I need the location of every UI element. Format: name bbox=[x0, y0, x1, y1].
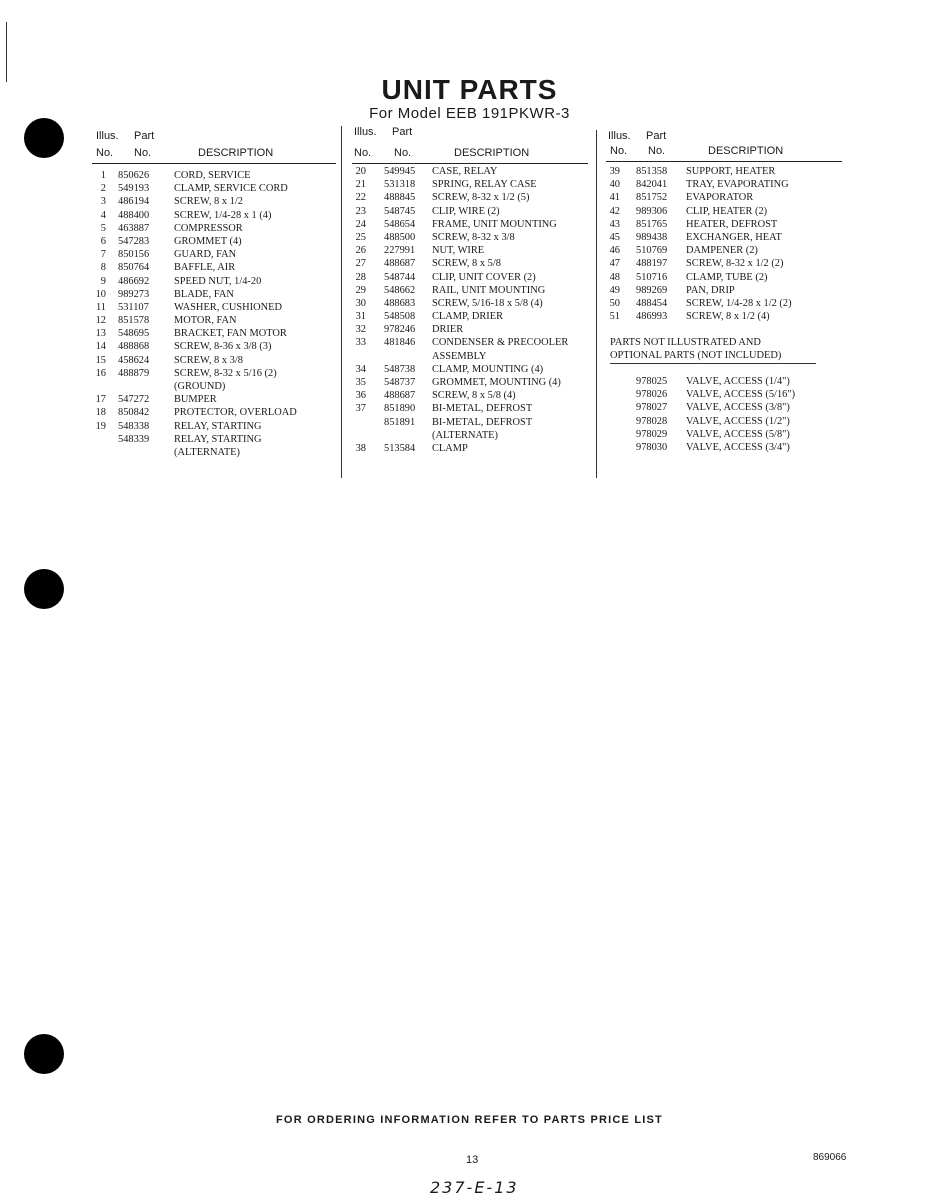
part-row bbox=[606, 205, 844, 218]
illus-number: 7 bbox=[100, 249, 106, 261]
illus-number: 41 bbox=[609, 192, 620, 204]
ordering-info-footer: FOR ORDERING INFORMATION REFER TO PARTS PRICE LIST bbox=[276, 1114, 663, 1126]
illus-number: 50 bbox=[609, 297, 620, 309]
part-description: CLAMP bbox=[432, 442, 468, 454]
part-number: 458624 bbox=[118, 354, 150, 366]
part-label: Part bbox=[392, 126, 413, 138]
optional-parts-list bbox=[606, 375, 844, 454]
illus-no-label: No. bbox=[610, 145, 628, 157]
part-description: CLAMP, DRIER bbox=[432, 311, 504, 323]
part-row bbox=[352, 336, 588, 362]
part-description: SCREW, 8 x 5/8 bbox=[432, 258, 501, 270]
illus-number: 3 bbox=[100, 196, 106, 208]
part-number: 488687 bbox=[384, 390, 416, 402]
column-header bbox=[606, 130, 844, 162]
part-row bbox=[92, 248, 336, 261]
part-description: BRACKET, FAN MOTOR bbox=[174, 328, 287, 340]
illus-number: 42 bbox=[609, 205, 620, 217]
part-no-label: No. bbox=[134, 147, 152, 159]
punch-hole-bottom bbox=[24, 1034, 64, 1074]
optional-part-row bbox=[606, 428, 844, 441]
illus-number: 51 bbox=[609, 311, 620, 323]
part-number: 850626 bbox=[118, 170, 150, 181]
part-number: 851890 bbox=[384, 403, 416, 415]
illus-number: 24 bbox=[355, 218, 366, 230]
optional-part-row bbox=[606, 415, 844, 428]
parts-column-2 bbox=[352, 126, 588, 455]
part-description: COMPRESSOR bbox=[174, 222, 243, 234]
part-description: PROTECTOR, OVERLOAD bbox=[174, 407, 297, 419]
illus-number: 27 bbox=[355, 258, 366, 270]
optional-part-row bbox=[606, 375, 844, 388]
part-number: 510716 bbox=[636, 271, 668, 283]
part-row bbox=[92, 314, 336, 327]
part-description: PAN, DRIP bbox=[686, 284, 735, 296]
illus-number: 21 bbox=[355, 179, 366, 191]
part-description: CONDENSER & PRECOOLER ASSEMBLY bbox=[432, 337, 569, 362]
part-row bbox=[352, 363, 588, 376]
parts-column-1 bbox=[92, 130, 336, 459]
part-number: 851358 bbox=[636, 166, 668, 177]
parts-column-3 bbox=[606, 130, 844, 323]
part-description: SCREW, 8 x 5/8 (4) bbox=[432, 390, 516, 402]
part-number: 547283 bbox=[118, 235, 150, 247]
part-row bbox=[92, 301, 336, 314]
part-description: NUT, WIRE bbox=[432, 245, 485, 257]
illus-label: Illus. bbox=[96, 130, 119, 142]
illus-number: 38 bbox=[355, 442, 366, 454]
part-row bbox=[352, 297, 588, 310]
part-row bbox=[92, 182, 336, 195]
part-row bbox=[352, 389, 588, 402]
illus-number: 31 bbox=[355, 311, 366, 323]
part-row bbox=[92, 420, 336, 433]
part-number: 978029 bbox=[636, 428, 668, 440]
part-row bbox=[92, 406, 336, 419]
part-number: 488400 bbox=[118, 209, 150, 221]
part-number: 510769 bbox=[636, 245, 668, 257]
part-description: GUARD, FAN bbox=[174, 249, 237, 261]
part-row bbox=[352, 310, 588, 323]
illus-number: 15 bbox=[95, 354, 106, 366]
part-description: VALVE, ACCESS (3/4") bbox=[686, 441, 790, 453]
part-description: SCREW, 8-32 x 3/8 bbox=[432, 231, 515, 243]
illus-no-label: No. bbox=[354, 147, 372, 159]
part-description: RELAY, STARTING (ALTERNATE) bbox=[174, 433, 262, 458]
illus-number: 23 bbox=[355, 205, 366, 217]
optional-part-row bbox=[606, 388, 844, 401]
part-number: 531107 bbox=[118, 301, 149, 313]
part-row bbox=[352, 205, 588, 218]
part-description: CORD, SERVICE bbox=[174, 170, 251, 181]
header-rule bbox=[606, 161, 842, 162]
part-number: 486194 bbox=[118, 196, 150, 208]
document-number: 869066 bbox=[813, 1152, 847, 1163]
illus-number: 19 bbox=[95, 420, 106, 432]
part-number: 531318 bbox=[384, 179, 416, 191]
part-row bbox=[352, 284, 588, 297]
part-description: SUPPORT, HEATER bbox=[686, 166, 776, 177]
illus-number: 28 bbox=[355, 271, 366, 283]
part-number: 488683 bbox=[384, 297, 416, 309]
part-description: TRAY, EVAPORATING bbox=[686, 179, 789, 191]
part-number: 488500 bbox=[384, 231, 416, 243]
part-label: Part bbox=[134, 130, 155, 142]
part-description: SPEED NUT, 1/4-20 bbox=[174, 275, 262, 287]
part-row bbox=[92, 195, 336, 208]
part-number: 851752 bbox=[636, 192, 668, 204]
part-description: GROMMET (4) bbox=[174, 235, 242, 247]
part-description: VALVE, ACCESS (1/2") bbox=[686, 415, 790, 427]
part-row bbox=[92, 433, 336, 459]
part-number: 851765 bbox=[636, 218, 668, 230]
part-row bbox=[352, 257, 588, 270]
optional-parts-note: PARTS NOT ILLUSTRATED AND OPTIONAL PARTS (NOT INCLUDED) bbox=[610, 337, 782, 361]
part-row bbox=[606, 191, 844, 204]
part-description: SCREW, 8-32 x 1/2 (5) bbox=[432, 192, 530, 204]
illus-number: 13 bbox=[95, 328, 106, 340]
part-row bbox=[606, 257, 844, 270]
page-title: UNIT PARTS bbox=[381, 74, 558, 105]
illus-number: 32 bbox=[355, 324, 366, 336]
part-description: SPRING, RELAY CASE bbox=[432, 179, 537, 191]
part-number: 842041 bbox=[636, 179, 668, 191]
part-number: 548654 bbox=[384, 218, 416, 230]
part-number: 851891 bbox=[384, 416, 416, 428]
part-description: CASE, RELAY bbox=[432, 166, 498, 177]
part-number: 548695 bbox=[118, 328, 150, 340]
part-description: VALVE, ACCESS (5/8") bbox=[686, 428, 790, 440]
part-number: 548738 bbox=[384, 363, 416, 375]
part-description: CLIP, UNIT COVER (2) bbox=[432, 271, 536, 283]
part-row bbox=[92, 261, 336, 274]
optional-part-row bbox=[606, 401, 844, 414]
part-row bbox=[352, 376, 588, 389]
part-description: CLAMP, SERVICE CORD bbox=[174, 183, 288, 195]
part-description: VALVE, ACCESS (5/16") bbox=[686, 389, 796, 401]
part-row bbox=[606, 244, 844, 257]
part-description: DRIER bbox=[432, 324, 464, 336]
illus-number: 1 bbox=[100, 170, 106, 181]
part-row bbox=[92, 327, 336, 340]
part-number: 549945 bbox=[384, 166, 416, 177]
page-subtitle: For Model EEB 191PKWR-3 bbox=[369, 105, 570, 122]
illus-number: 40 bbox=[609, 179, 620, 191]
part-number: 481846 bbox=[384, 337, 416, 349]
illus-number: 4 bbox=[100, 209, 106, 221]
part-description: SCREW, 8 x 1/2 (4) bbox=[686, 311, 770, 323]
part-number: 978028 bbox=[636, 415, 668, 427]
optional-note-rule bbox=[610, 363, 816, 364]
part-number: 488197 bbox=[636, 258, 668, 270]
part-row bbox=[606, 297, 844, 310]
illus-number: 37 bbox=[355, 403, 366, 415]
illus-number: 39 bbox=[609, 166, 620, 177]
parts-list bbox=[606, 165, 844, 323]
illus-number: 10 bbox=[95, 288, 106, 300]
part-row bbox=[92, 169, 336, 182]
part-row bbox=[92, 367, 336, 393]
part-row bbox=[606, 165, 844, 178]
illus-number: 34 bbox=[355, 363, 366, 375]
part-label: Part bbox=[646, 130, 667, 142]
part-description: VALVE, ACCESS (1/4") bbox=[686, 376, 790, 387]
illus-number: 30 bbox=[355, 297, 366, 309]
part-number: 488687 bbox=[384, 258, 416, 270]
part-number: 486993 bbox=[636, 311, 668, 323]
part-number: 989438 bbox=[636, 231, 668, 243]
part-number: 548662 bbox=[384, 284, 416, 296]
part-description: WASHER, CUSHIONED bbox=[174, 301, 282, 313]
part-number: 548339 bbox=[118, 433, 150, 445]
header-rule bbox=[352, 163, 588, 164]
illus-label: Illus. bbox=[354, 126, 377, 138]
illus-no-label: No. bbox=[96, 147, 114, 159]
column-header bbox=[352, 126, 588, 164]
illus-number: 9 bbox=[100, 275, 106, 287]
part-row bbox=[606, 284, 844, 297]
part-number: 989269 bbox=[636, 284, 668, 296]
illus-number: 36 bbox=[355, 390, 366, 402]
part-row bbox=[352, 231, 588, 244]
part-row bbox=[92, 235, 336, 248]
part-number: 548737 bbox=[384, 377, 416, 389]
part-description: SCREW, 8-32 x 5/16 (2) (GROUND) bbox=[174, 367, 277, 393]
part-number: 989306 bbox=[636, 205, 668, 217]
part-row bbox=[92, 393, 336, 406]
part-description: BLADE, FAN bbox=[174, 288, 234, 300]
illus-number: 45 bbox=[609, 231, 620, 243]
part-description: BI-METAL, DEFROST (ALTERNATE) bbox=[432, 416, 533, 441]
part-number: 463887 bbox=[118, 222, 150, 234]
illus-number: 25 bbox=[355, 231, 366, 243]
part-description: BAFFLE, AIR bbox=[174, 262, 236, 274]
edge-mark bbox=[6, 22, 7, 82]
description-label: DESCRIPTION bbox=[454, 147, 530, 159]
part-row bbox=[606, 178, 844, 191]
part-description: RELAY, STARTING bbox=[174, 420, 262, 432]
part-number: 548745 bbox=[384, 205, 416, 217]
illus-number: 46 bbox=[609, 245, 620, 257]
illus-number: 16 bbox=[95, 367, 106, 379]
part-row bbox=[352, 442, 588, 455]
optional-part-row bbox=[606, 441, 844, 454]
part-row bbox=[352, 271, 588, 284]
part-row bbox=[352, 191, 588, 204]
part-number: 989273 bbox=[118, 288, 150, 300]
part-row bbox=[352, 402, 588, 415]
part-description: BI-METAL, DEFROST bbox=[432, 403, 533, 415]
part-description: SCREW, 1/4-28 x 1 (4) bbox=[174, 209, 272, 221]
part-number: 850156 bbox=[118, 249, 150, 261]
part-number: 978246 bbox=[384, 324, 416, 336]
illus-number: 12 bbox=[95, 315, 106, 327]
parts-list bbox=[352, 165, 588, 455]
part-number: 488868 bbox=[118, 341, 150, 353]
part-row bbox=[352, 218, 588, 231]
punch-hole-top bbox=[24, 118, 64, 158]
punch-hole-middle bbox=[24, 569, 64, 609]
illus-number: 14 bbox=[95, 341, 106, 353]
illus-number: 43 bbox=[609, 218, 620, 230]
part-description: GROMMET, MOUNTING (4) bbox=[432, 377, 561, 389]
part-description: EXCHANGER, HEAT bbox=[686, 231, 782, 243]
illus-number: 5 bbox=[100, 222, 106, 234]
header-rule bbox=[92, 163, 336, 164]
page-number: 13 bbox=[466, 1154, 479, 1166]
description-label: DESCRIPTION bbox=[198, 147, 274, 159]
part-row bbox=[92, 354, 336, 367]
part-row bbox=[92, 209, 336, 222]
part-number: 851578 bbox=[118, 315, 150, 327]
description-label: DESCRIPTION bbox=[708, 145, 784, 157]
part-number: 548744 bbox=[384, 271, 416, 283]
illus-number: 26 bbox=[355, 245, 366, 257]
part-description: SCREW, 8 x 1/2 bbox=[174, 196, 243, 208]
column-header bbox=[92, 130, 336, 164]
illus-number: 33 bbox=[355, 337, 366, 349]
part-number: 488845 bbox=[384, 192, 416, 204]
part-row bbox=[606, 218, 844, 231]
part-description: EVAPORATOR bbox=[686, 192, 754, 204]
part-description: SCREW, 8-36 x 3/8 (3) bbox=[174, 341, 272, 353]
part-no-label: No. bbox=[394, 147, 412, 159]
part-row bbox=[92, 222, 336, 235]
part-number: 488879 bbox=[118, 367, 150, 379]
part-description: SCREW, 5/16-18 x 5/8 (4) bbox=[432, 297, 543, 309]
part-row bbox=[92, 275, 336, 288]
part-number: 549193 bbox=[118, 183, 150, 195]
illus-number: 29 bbox=[355, 284, 366, 296]
illus-number: 11 bbox=[95, 301, 106, 313]
handwritten-code: 237-E-13 bbox=[430, 1178, 519, 1197]
part-description: SCREW, 8 x 3/8 bbox=[174, 354, 243, 366]
part-description: CLIP, HEATER (2) bbox=[686, 205, 768, 217]
part-row bbox=[352, 165, 588, 178]
part-row bbox=[606, 310, 844, 323]
part-row bbox=[92, 288, 336, 301]
part-number: 548508 bbox=[384, 311, 416, 323]
part-number: 513584 bbox=[384, 442, 416, 454]
part-no-label: No. bbox=[648, 145, 666, 157]
part-description: HEATER, DEFROST bbox=[686, 218, 778, 230]
part-description: MOTOR, FAN bbox=[174, 315, 237, 327]
part-number: 227991 bbox=[384, 245, 416, 257]
parts-list bbox=[92, 169, 336, 459]
part-description: CLAMP, MOUNTING (4) bbox=[432, 363, 544, 375]
illus-number: 47 bbox=[609, 258, 620, 270]
part-number: 486692 bbox=[118, 275, 150, 287]
part-number: 547272 bbox=[118, 394, 150, 406]
illus-number: 2 bbox=[100, 183, 106, 195]
part-row bbox=[352, 178, 588, 191]
part-description: SCREW, 8-32 x 1/2 (2) bbox=[686, 258, 784, 270]
part-number: 488454 bbox=[636, 297, 668, 309]
part-number: 978027 bbox=[636, 402, 668, 414]
column-divider-2 bbox=[596, 130, 597, 478]
part-description: DAMPENER (2) bbox=[686, 245, 758, 257]
illus-number: 48 bbox=[609, 271, 620, 283]
part-row bbox=[352, 416, 588, 442]
part-number: 978025 bbox=[636, 376, 668, 387]
part-description: FRAME, UNIT MOUNTING bbox=[432, 218, 557, 230]
part-number: 850764 bbox=[118, 262, 150, 274]
part-description: RAIL, UNIT MOUNTING bbox=[432, 284, 546, 296]
part-description: CLAMP, TUBE (2) bbox=[686, 271, 768, 283]
illus-number: 22 bbox=[355, 192, 366, 204]
part-description: BUMPER bbox=[174, 394, 217, 406]
illus-number: 49 bbox=[609, 284, 620, 296]
part-description: CLIP, WIRE (2) bbox=[432, 205, 500, 217]
illus-label: Illus. bbox=[608, 130, 631, 142]
part-row bbox=[606, 271, 844, 284]
illus-number: 20 bbox=[355, 166, 366, 177]
illus-number: 18 bbox=[95, 407, 106, 419]
illus-number: 6 bbox=[100, 235, 106, 247]
column-divider-1 bbox=[341, 126, 342, 478]
illus-number: 17 bbox=[95, 394, 106, 406]
part-row bbox=[352, 323, 588, 336]
part-row bbox=[352, 244, 588, 257]
part-number: 548338 bbox=[118, 420, 150, 432]
part-number: 978026 bbox=[636, 389, 668, 401]
part-description: VALVE, ACCESS (3/8") bbox=[686, 402, 790, 414]
part-row bbox=[92, 340, 336, 353]
part-number: 850842 bbox=[118, 407, 150, 419]
illus-number: 8 bbox=[100, 262, 106, 274]
part-description: SCREW, 1/4-28 x 1/2 (2) bbox=[686, 297, 792, 309]
part-row bbox=[606, 231, 844, 244]
part-number: 978030 bbox=[636, 441, 668, 453]
illus-number: 35 bbox=[355, 377, 366, 389]
